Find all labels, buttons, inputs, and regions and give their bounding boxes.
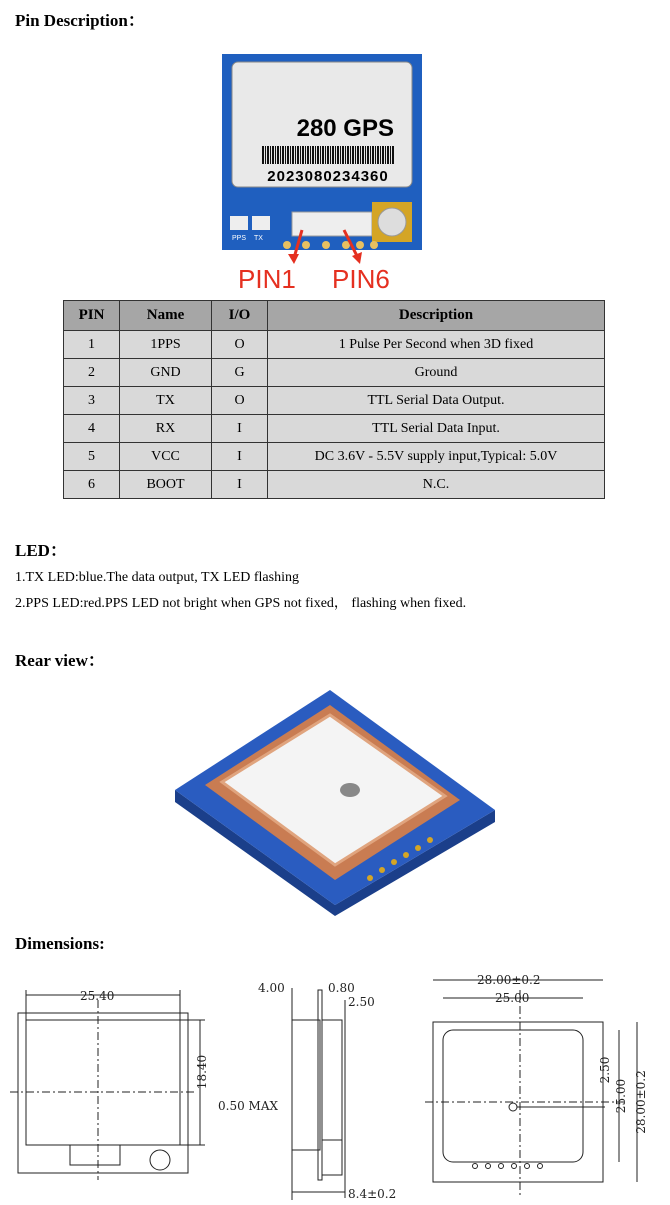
side-dim-c: 2.50 (348, 995, 375, 1009)
table-cell: I (212, 443, 268, 471)
back-dimension-drawing (425, 970, 670, 1205)
table-cell: 1 Pulse Per Second when 3D fixed (268, 331, 605, 359)
tx-led-label: TX (254, 235, 263, 242)
column-header: Description (268, 301, 605, 331)
column-header: PIN (64, 301, 120, 331)
table-cell: I (212, 415, 268, 443)
table-row (64, 443, 605, 471)
table-cell: BOOT (120, 471, 212, 499)
table-cell: VCC (120, 443, 212, 471)
back-inner-width: 25.00 (495, 991, 530, 1005)
side-dim-a: 4.00 (258, 981, 285, 995)
table-cell: G (212, 359, 268, 387)
table-cell: 4 (64, 415, 120, 443)
table-cell: RX (120, 415, 212, 443)
table-cell: O (212, 387, 268, 415)
pin-table (63, 300, 605, 499)
gps-module-front-image (222, 54, 422, 294)
side-dimension-drawing (210, 980, 410, 1200)
column-header: Name (120, 301, 212, 331)
table-cell: 1 (64, 331, 120, 359)
dimensions-heading: Dimensions: (15, 934, 105, 953)
side-dim-b: 0.80 (328, 981, 355, 995)
table-header-row (64, 301, 605, 331)
back-outer-width: 28.00±0.2 (477, 973, 541, 987)
gps-module-rear-image (170, 680, 500, 920)
table-cell: N.C. (268, 471, 605, 499)
table-row (64, 331, 605, 359)
column-header: I/O (212, 301, 268, 331)
table-cell: DC 3.6V - 5.5V supply input,Typical: 5.0V (268, 443, 605, 471)
rear-view-heading: Rear view： (15, 651, 105, 670)
table-cell: I (212, 471, 268, 499)
table-cell: Ground (268, 359, 605, 387)
serial-number: 2023080234360 (267, 168, 389, 185)
front-width: 25.40 (80, 989, 115, 1003)
barcode (262, 146, 394, 164)
table-row (64, 387, 605, 415)
table-row (64, 359, 605, 387)
back-offset: 2.50 (598, 1056, 612, 1084)
led-heading: LED： (15, 541, 67, 560)
table-cell: TTL Serial Data Input. (268, 415, 605, 443)
table-cell: 2 (64, 359, 120, 387)
table-cell: 5 (64, 443, 120, 471)
table-row (64, 471, 605, 499)
back-outer-height: 28.00±0.2 (634, 1070, 648, 1134)
led-line-2: 2.PPS LED:red.PPS LED not bright when GPS not fixed， flashing when fixed. (15, 596, 467, 611)
side-dim-d: 0.50 MAX (218, 1099, 279, 1113)
pin-description-heading: Pin Description： (15, 11, 145, 30)
module-label: 280 GPS (296, 115, 394, 142)
table-row (64, 415, 605, 443)
pps-led-label: PPS (232, 235, 247, 242)
table-cell: 6 (64, 471, 120, 499)
table-cell: 3 (64, 387, 120, 415)
back-inner-height: 25.00 (614, 1078, 628, 1114)
table-cell: 1PPS (120, 331, 212, 359)
led-line-1: 1.TX LED:blue.The data output, TX LED flashing (15, 570, 299, 585)
side-dim-e: 8.4±0.2 (348, 1187, 397, 1200)
pin1-label: PIN1 (238, 264, 296, 294)
table-cell: GND (120, 359, 212, 387)
table-cell: O (212, 331, 268, 359)
table-cell: TX (120, 387, 212, 415)
table-cell: TTL Serial Data Output. (268, 387, 605, 415)
front-height: 18.40 (195, 1054, 209, 1090)
pin6-label: PIN6 (332, 264, 390, 294)
front-dimension-drawing (10, 980, 210, 1200)
